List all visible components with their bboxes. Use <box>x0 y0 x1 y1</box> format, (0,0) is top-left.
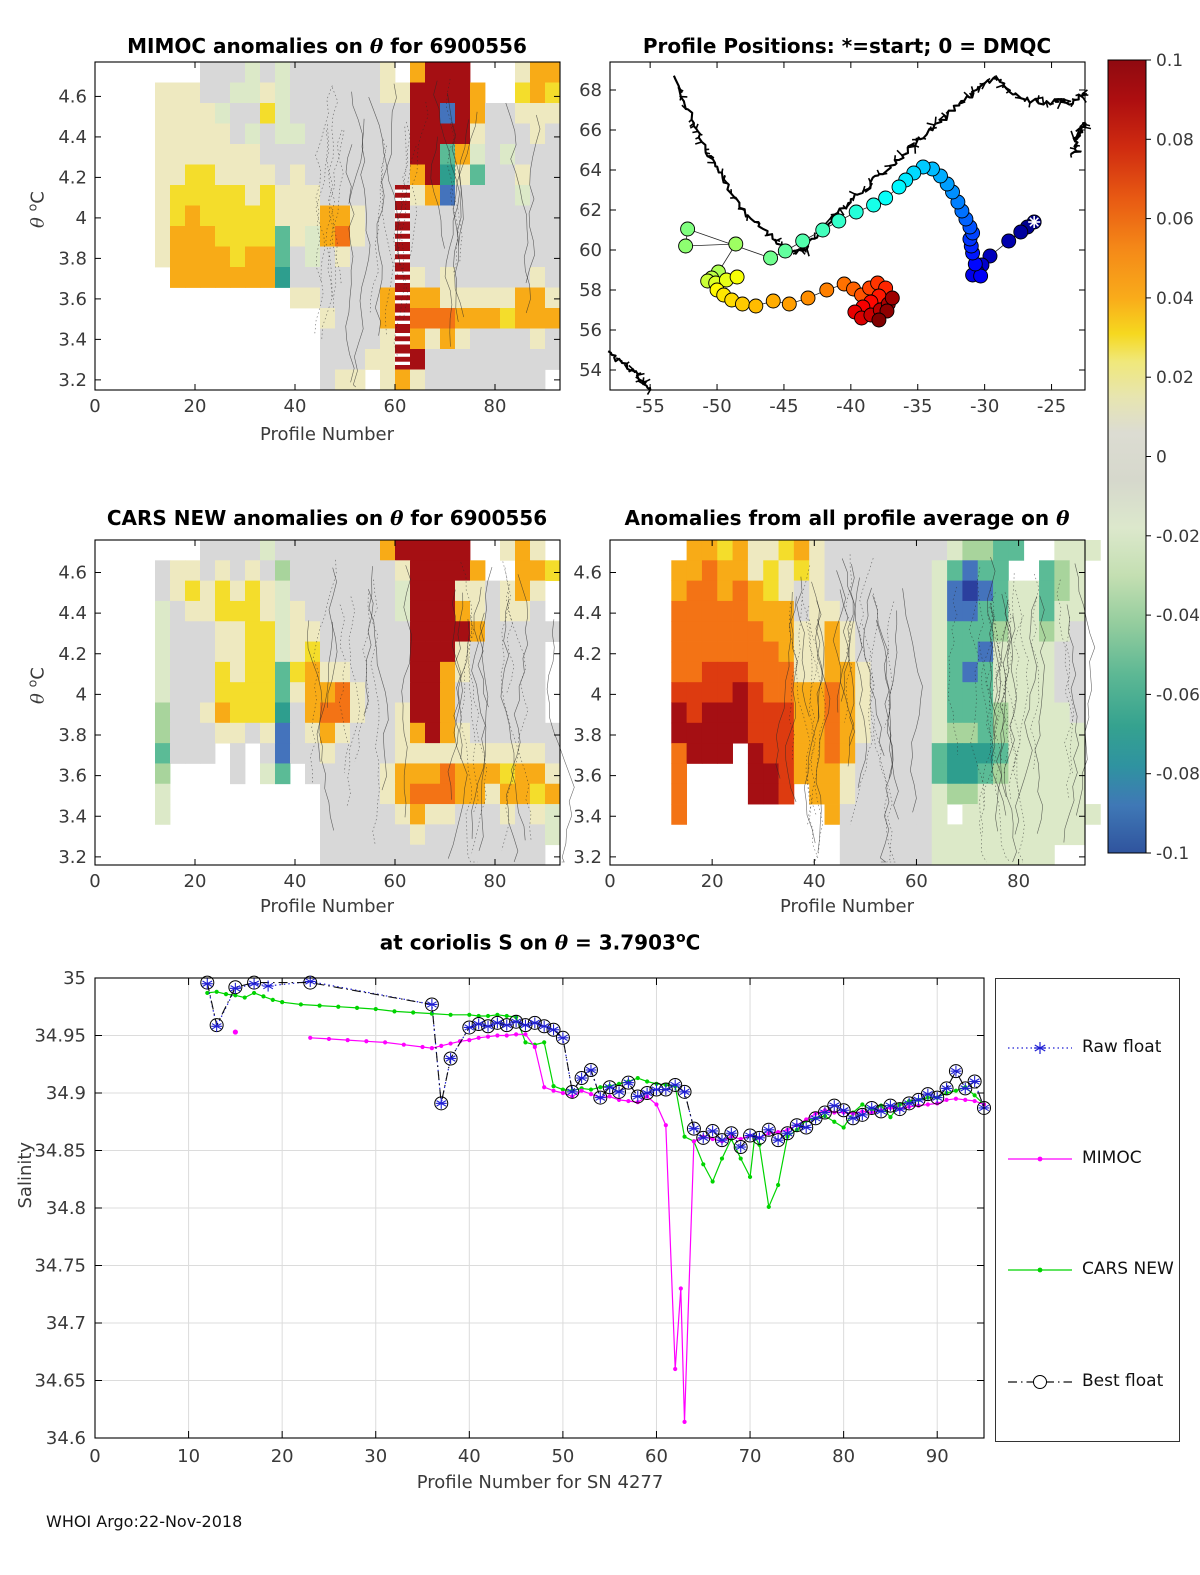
colorbar <box>1108 51 1200 864</box>
svg-text:80: 80 <box>1007 871 1031 892</box>
svg-text:-0.1: -0.1 <box>1156 844 1190 864</box>
heatmap-mimoc <box>58 62 560 417</box>
svg-text:20: 20 <box>183 871 207 892</box>
svg-text:3.6: 3.6 <box>573 765 602 787</box>
svg-text:3.8: 3.8 <box>58 248 87 270</box>
theta-symbol: θ <box>369 34 384 58</box>
svg-text:0.1: 0.1 <box>1156 51 1184 71</box>
svg-text:-0.06: -0.06 <box>1156 685 1200 706</box>
svg-text:0.08: 0.08 <box>1156 130 1194 151</box>
footer-stamp: WHOI Argo:22-Nov-2018 <box>46 1512 243 1531</box>
svg-text:20: 20 <box>270 1446 294 1467</box>
svg-text:0: 0 <box>604 871 616 892</box>
xlabel-avg: Profile Number <box>780 896 914 917</box>
cars-new-sample-icon <box>1006 1255 1074 1285</box>
svg-text:35: 35 <box>63 968 86 989</box>
svg-text:3.4: 3.4 <box>573 806 602 828</box>
svg-text:80: 80 <box>483 871 507 892</box>
svg-text:34.6: 34.6 <box>45 1428 86 1449</box>
svg-text:68: 68 <box>579 80 602 101</box>
svg-text:30: 30 <box>364 1446 388 1467</box>
svg-text:80: 80 <box>483 396 507 417</box>
svg-text:34.9: 34.9 <box>45 1083 86 1104</box>
svg-text:34.85: 34.85 <box>34 1140 86 1162</box>
svg-text:50: 50 <box>551 1446 575 1467</box>
svg-text:80: 80 <box>832 1446 856 1467</box>
svg-text:20: 20 <box>700 871 724 892</box>
svg-text:34.65: 34.65 <box>34 1370 86 1392</box>
ylabel-mimoc: θ $^o$C <box>24 191 49 228</box>
svg-text:3.6: 3.6 <box>58 765 87 787</box>
svg-text:40: 40 <box>283 871 307 892</box>
svg-text:-45: -45 <box>769 396 799 417</box>
legend-label: MIMOC <box>1082 1148 1142 1168</box>
theta-symbol: θ <box>554 930 569 955</box>
legend <box>995 978 1180 1442</box>
svg-text:0: 0 <box>1156 447 1167 468</box>
svg-text:-0.04: -0.04 <box>1156 606 1200 627</box>
svg-text:0.06: 0.06 <box>1156 209 1194 230</box>
svg-text:-55: -55 <box>635 396 665 417</box>
heatmap-avg <box>573 540 1100 892</box>
svg-text:3.2: 3.2 <box>58 846 87 868</box>
svg-text:4: 4 <box>75 207 87 229</box>
svg-text:3.2: 3.2 <box>573 846 602 868</box>
xlabel-mimoc: Profile Number <box>260 424 394 445</box>
svg-text:34.75: 34.75 <box>34 1255 86 1277</box>
svg-text:4.6: 4.6 <box>58 562 87 584</box>
ylabel-cars: θ $^o$C <box>24 667 49 704</box>
svg-text:0.04: 0.04 <box>1156 288 1194 309</box>
svg-text:4.2: 4.2 <box>573 643 602 665</box>
svg-text:10: 10 <box>177 1446 201 1467</box>
svg-text:4.4: 4.4 <box>58 603 87 625</box>
svg-text:40: 40 <box>457 1446 481 1467</box>
svg-text:3.8: 3.8 <box>58 725 87 746</box>
ylabel-bottom: Salinity <box>14 1141 36 1209</box>
legend-item-mimoc <box>996 1144 1179 1174</box>
svg-text:60: 60 <box>645 1446 668 1467</box>
svg-text:4.4: 4.4 <box>58 126 87 148</box>
theta-symbol: θ <box>1056 506 1070 530</box>
svg-text:4: 4 <box>590 684 602 706</box>
svg-text:60: 60 <box>579 240 602 261</box>
svg-text:0: 0 <box>89 871 101 892</box>
svg-text:64: 64 <box>579 160 602 181</box>
svg-text:4.2: 4.2 <box>58 167 87 189</box>
legend-label: Raw float <box>1082 1037 1162 1057</box>
title-mimoc: MIMOC anomalies on θ for 6900556 <box>127 34 527 58</box>
map-panel <box>579 62 1091 417</box>
title-bottom: at coriolis S on $\theta = 3.7903^oC$ <box>379 930 701 955</box>
svg-text:58: 58 <box>579 280 602 301</box>
svg-text:62: 62 <box>579 200 602 221</box>
svg-text:3.8: 3.8 <box>573 725 602 746</box>
title-avg: Anomalies from all profile average on θ <box>624 506 1070 530</box>
svg-text:20: 20 <box>183 396 207 417</box>
svg-text:40: 40 <box>283 396 307 417</box>
svg-text:40: 40 <box>802 871 826 892</box>
svg-text:60: 60 <box>904 871 928 892</box>
svg-text:4: 4 <box>75 684 87 706</box>
legend-item-cars-new <box>996 1255 1179 1285</box>
best-float-sample-icon <box>1006 1367 1074 1397</box>
svg-text:-0.02: -0.02 <box>1156 526 1200 547</box>
mimoc-sample-icon <box>1006 1144 1074 1174</box>
svg-text:3.2: 3.2 <box>58 369 87 391</box>
svg-text:70: 70 <box>738 1446 762 1467</box>
legend-label: Best float <box>1082 1371 1164 1391</box>
svg-text:3.4: 3.4 <box>58 329 87 351</box>
svg-text:34.8: 34.8 <box>45 1198 86 1219</box>
svg-text:4.4: 4.4 <box>573 603 602 625</box>
svg-text:3.6: 3.6 <box>58 288 87 310</box>
svg-text:-40: -40 <box>836 396 866 417</box>
svg-text:0: 0 <box>89 396 101 417</box>
svg-text:0: 0 <box>89 1446 101 1467</box>
title-cars: CARS NEW anomalies on θ for 6900556 <box>106 506 548 530</box>
svg-text:-50: -50 <box>702 396 732 417</box>
theta-symbol: θ <box>390 506 404 530</box>
svg-text:34.95: 34.95 <box>34 1025 86 1047</box>
svg-text:54: 54 <box>579 360 602 381</box>
svg-text:60: 60 <box>383 396 407 417</box>
svg-text:34.7: 34.7 <box>45 1313 86 1334</box>
legend-item-best-float <box>996 1367 1179 1397</box>
svg-text:56: 56 <box>579 320 602 341</box>
svg-text:4.6: 4.6 <box>573 562 602 584</box>
xlabel-bottom: Profile Number for SN 4277 <box>416 1472 664 1493</box>
xlabel-cars: Profile Number <box>260 896 394 917</box>
heatmap-cars <box>58 540 574 892</box>
svg-text:-25: -25 <box>1036 396 1067 417</box>
svg-text:60: 60 <box>383 871 407 892</box>
svg-text:-35: -35 <box>903 396 933 417</box>
svg-text:3.4: 3.4 <box>58 806 87 828</box>
title-map: Profile Positions: *=start; 0 = DMQC <box>642 34 1052 58</box>
svg-text:4.6: 4.6 <box>58 86 87 108</box>
svg-text:4.2: 4.2 <box>58 643 87 665</box>
raw-float-sample-icon <box>1006 1033 1074 1063</box>
svg-text:90: 90 <box>925 1446 949 1467</box>
legend-item-raw-float <box>996 1033 1179 1063</box>
svg-text:-0.08: -0.08 <box>1156 764 1200 785</box>
legend-label: CARS NEW <box>1082 1259 1174 1279</box>
svg-text:-30: -30 <box>969 396 1000 417</box>
svg-text:66: 66 <box>579 120 602 141</box>
svg-text:0.02: 0.02 <box>1156 368 1194 389</box>
salinity-chart <box>34 968 990 1467</box>
